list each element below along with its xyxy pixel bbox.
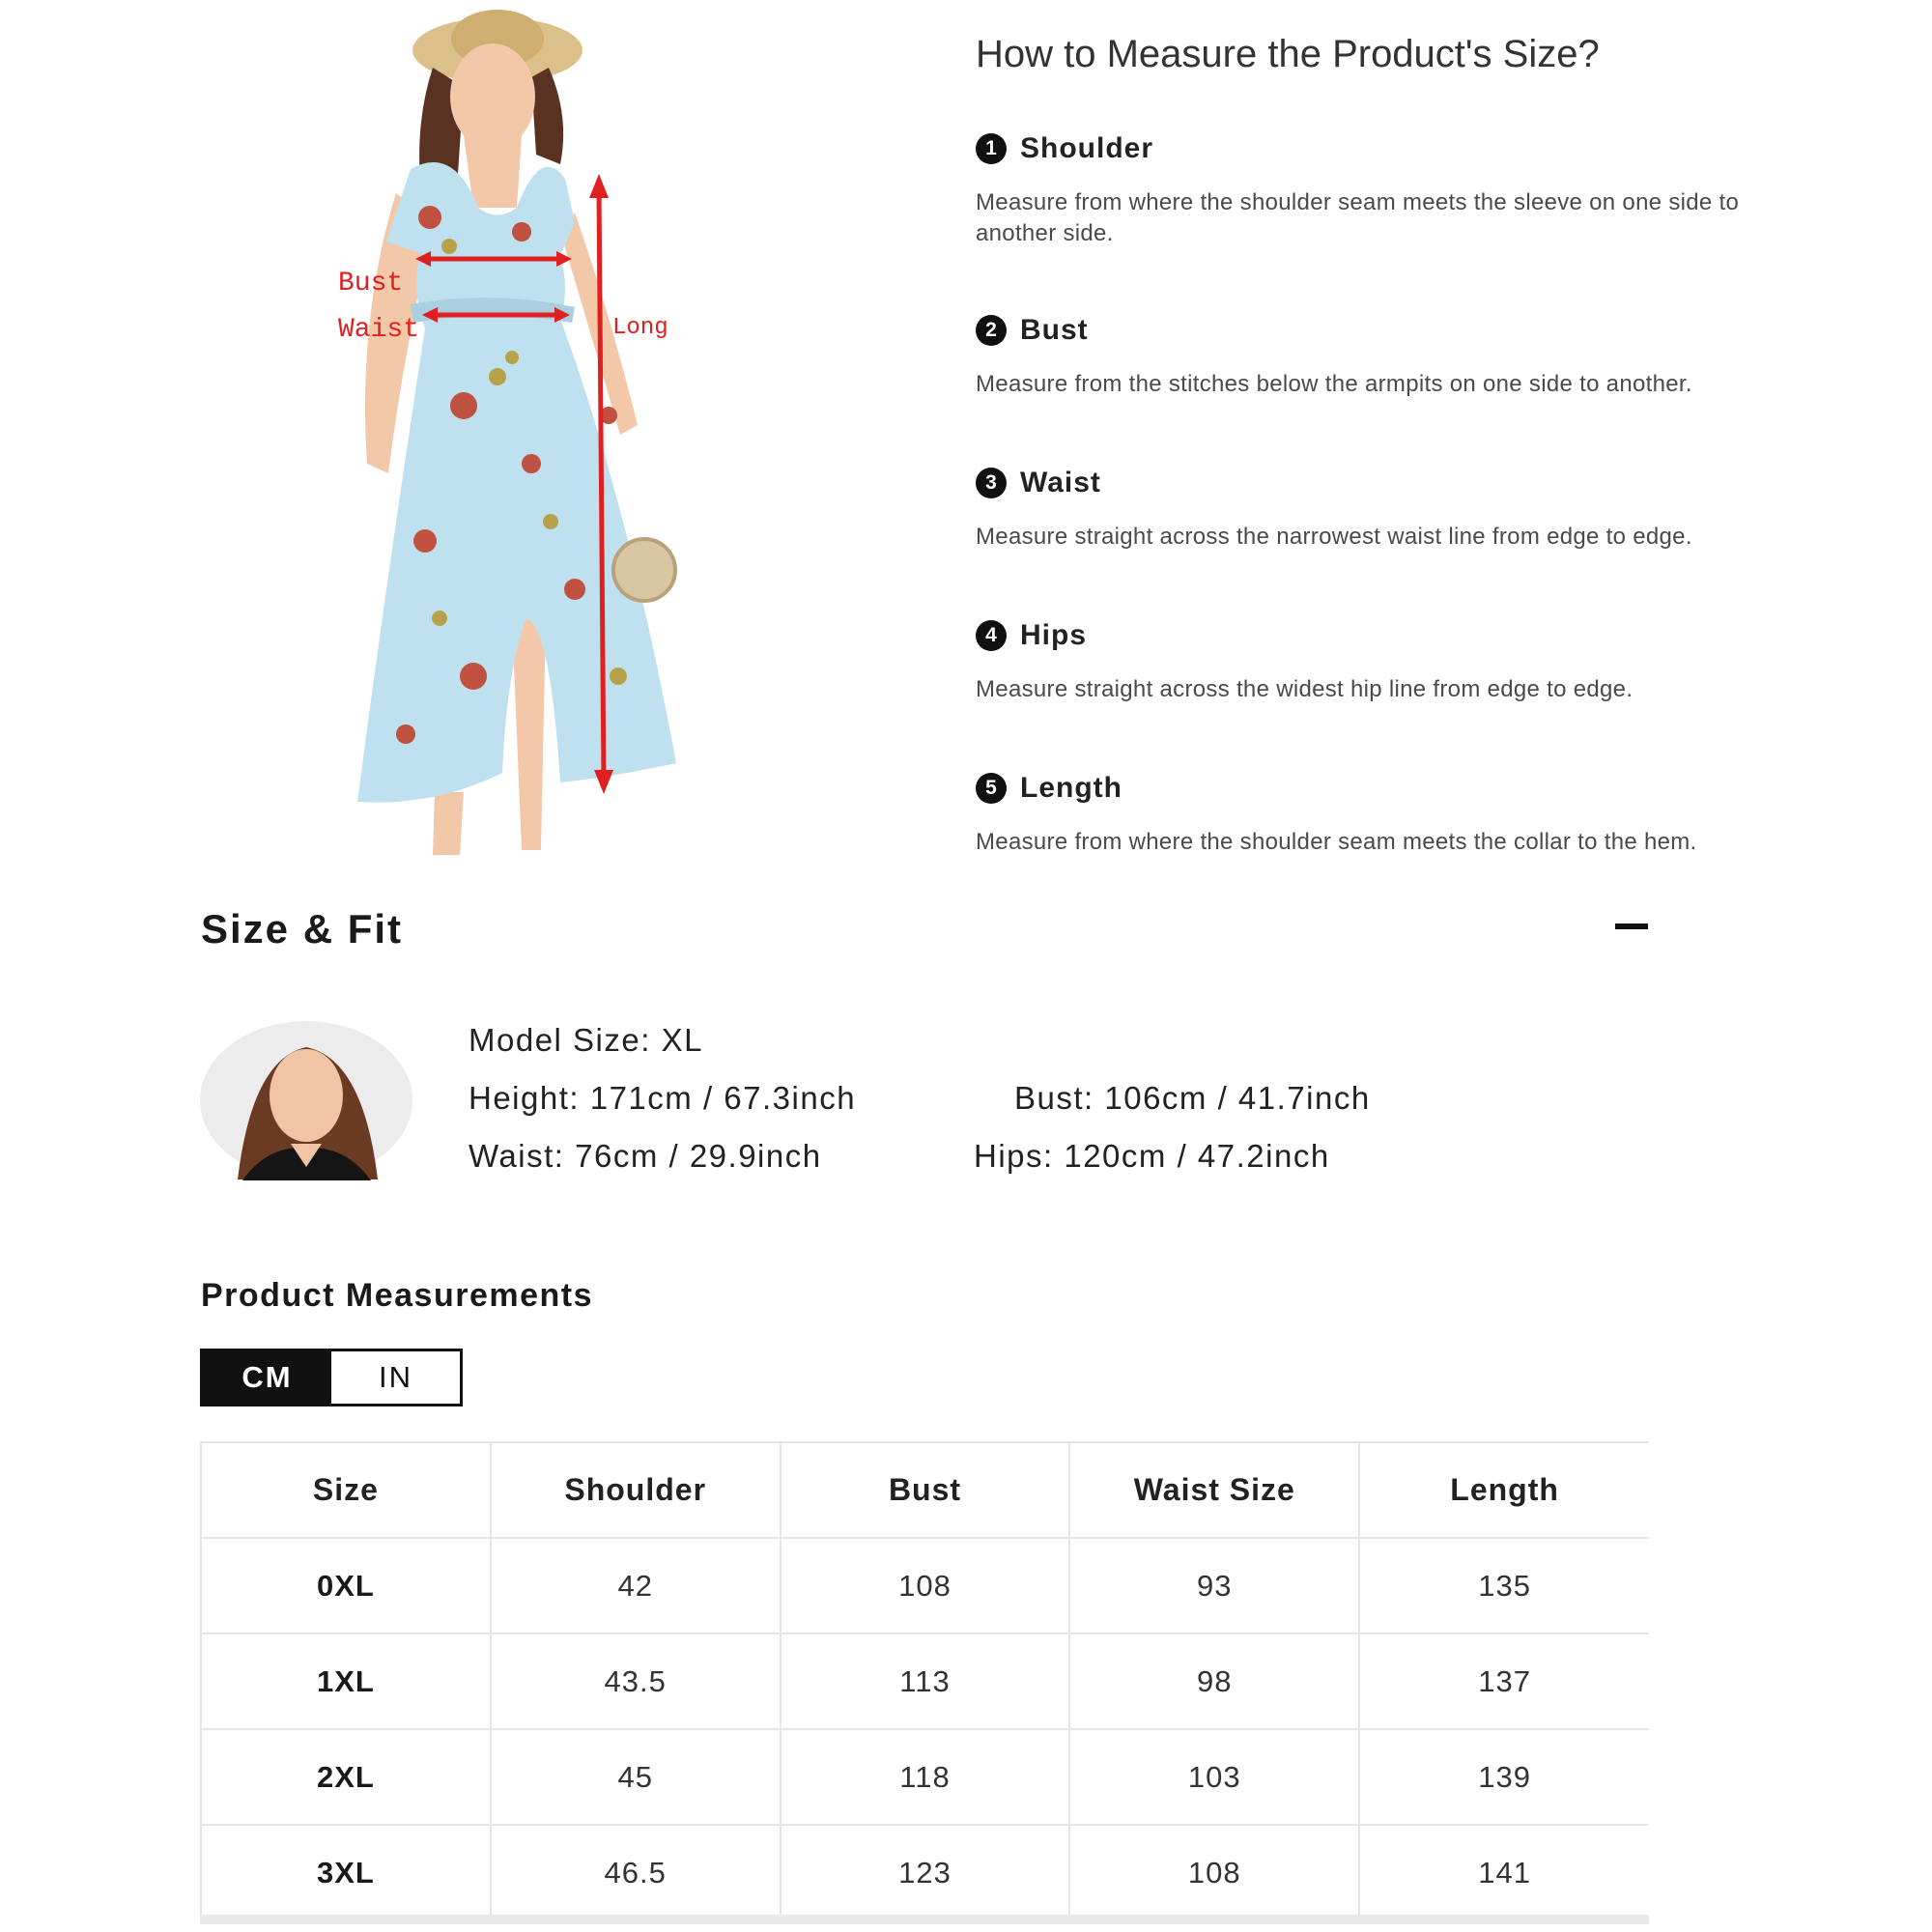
header-bust: Bust [781, 1442, 1070, 1538]
size-cell: 1XL [201, 1634, 491, 1729]
guide-step-bust [976, 311, 1777, 400]
table-row [201, 1825, 1649, 1920]
waist-cell: 93 [1069, 1538, 1359, 1634]
step-label: Waist [1020, 467, 1101, 498]
step-number-icon: 4 [976, 620, 1007, 651]
header-shoulder: Shoulder [491, 1442, 781, 1538]
bust-label: Bust [338, 269, 404, 298]
table-row [201, 1729, 1649, 1825]
header-size: Size [201, 1442, 491, 1538]
waist-cell: 98 [1069, 1634, 1359, 1729]
length-cell: 137 [1359, 1634, 1649, 1729]
bust-cell: 123 [781, 1825, 1070, 1920]
header-waist-size: Waist Size [1069, 1442, 1359, 1538]
step-label: Length [1020, 772, 1122, 804]
guide-step-length [976, 769, 1777, 858]
table-header-row [201, 1442, 1649, 1538]
step-label: Bust [1020, 314, 1089, 346]
step-number-icon: 3 [976, 468, 1007, 498]
collapse-minus-icon[interactable] [1615, 923, 1648, 929]
length-cell: 139 [1359, 1729, 1649, 1825]
shoulder-cell: 43.5 [491, 1634, 781, 1729]
model-size-text: Model Size: XL [469, 1022, 703, 1058]
unit-toggle [200, 1349, 463, 1406]
guide-step-hips [976, 616, 1777, 705]
guide-step-waist [976, 464, 1777, 553]
waist-cell: 108 [1069, 1825, 1359, 1920]
waist-cell: 103 [1069, 1729, 1359, 1825]
bust-cell: 118 [781, 1729, 1070, 1825]
model-height-text: Height: 171cm / 67.3inch [469, 1080, 857, 1116]
table-bottom-bar [200, 1915, 1649, 1924]
header-length: Length [1359, 1442, 1649, 1538]
table-row [201, 1538, 1649, 1634]
measure-guide-title: How to Measure the Product's Size? [976, 33, 1600, 75]
step-description: Measure from the stitches below the armpits on one side to another. [976, 371, 1692, 397]
length-label: Long [612, 315, 668, 341]
unit-cm-button[interactable]: CM [203, 1351, 331, 1404]
size-cell: 2XL [201, 1729, 491, 1825]
size-cell: 3XL [201, 1825, 491, 1920]
shoulder-cell: 45 [491, 1729, 781, 1825]
step-description: Measure straight across the narrowest waist line from edge to edge. [976, 524, 1692, 550]
model-hips-text: Hips: 120cm / 47.2inch [974, 1138, 1330, 1174]
step-label: Hips [1020, 619, 1088, 651]
unit-in-button[interactable]: IN [331, 1351, 460, 1404]
step-description: Measure from where the shoulder seam meets the collar to the hem. [976, 829, 1697, 855]
step-number-icon: 5 [976, 773, 1007, 804]
length-cell: 141 [1359, 1825, 1649, 1920]
step-description: Measure from where the shoulder seam meets the sleeve on one side to another side. [976, 189, 1740, 246]
model-waist-text: Waist: 76cm / 29.9inch [469, 1138, 822, 1174]
model-bust-text: Bust: 106cm / 41.7inch [1014, 1080, 1371, 1116]
step-label: Shoulder [1020, 132, 1154, 164]
waist-label: Waist [338, 315, 420, 345]
product-measurements-title: Product Measurements [201, 1277, 593, 1314]
shoulder-cell: 46.5 [491, 1825, 781, 1920]
size-fit-title: Size & Fit [201, 906, 404, 952]
shoulder-cell: 42 [491, 1538, 781, 1634]
model-dress-photo [319, 0, 753, 869]
model-avatar [199, 1020, 413, 1180]
length-cell: 135 [1359, 1538, 1649, 1634]
bust-cell: 108 [781, 1538, 1070, 1634]
bust-cell: 113 [781, 1634, 1070, 1729]
table-row [201, 1634, 1649, 1729]
step-number-icon: 1 [976, 133, 1007, 164]
size-chart-table [200, 1441, 1649, 1921]
step-number-icon: 2 [976, 315, 1007, 346]
size-cell: 0XL [201, 1538, 491, 1634]
step-description: Measure straight across the widest hip line from edge to edge. [976, 676, 1634, 702]
guide-step-shoulder [976, 129, 1777, 249]
